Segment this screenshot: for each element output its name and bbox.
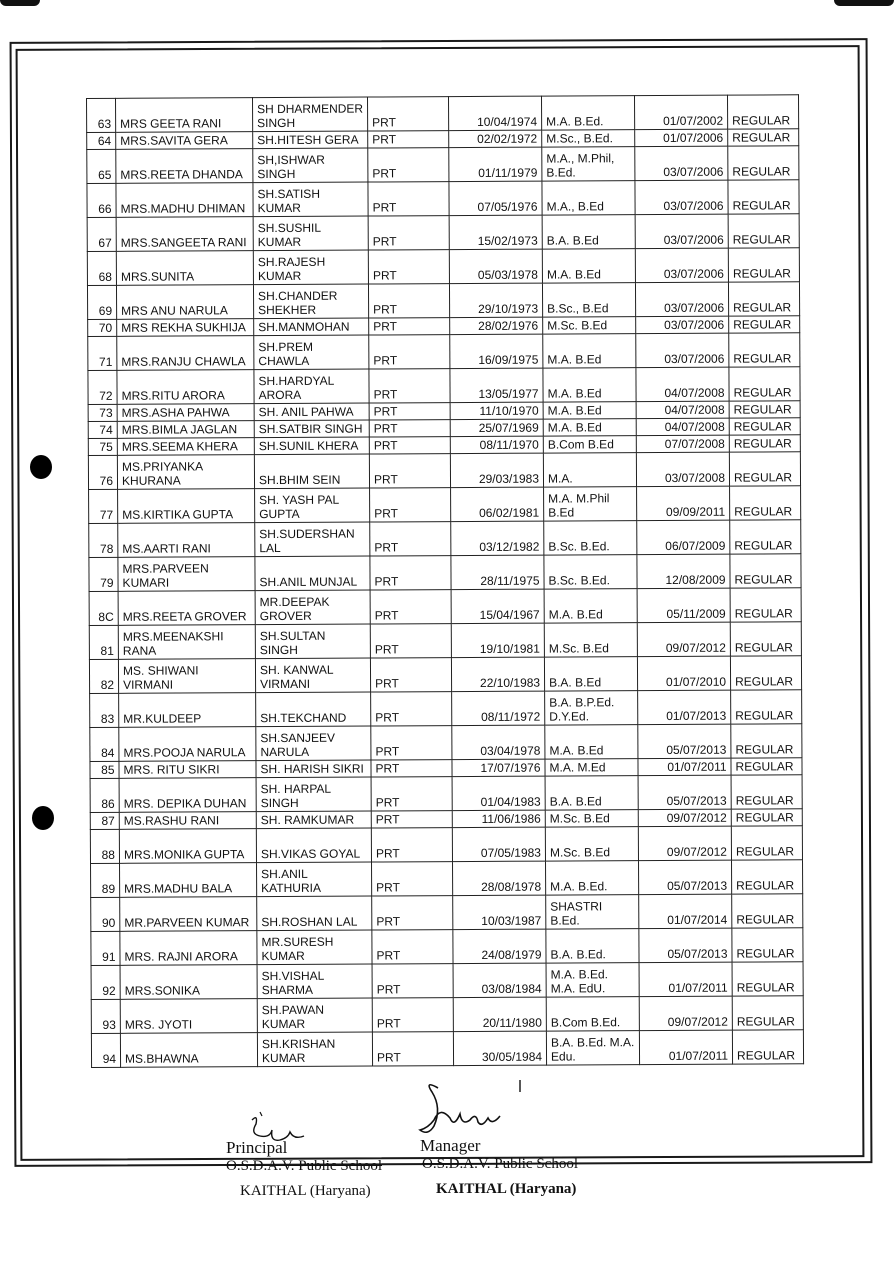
date-of-birth-cell: 03/12/1982 — [451, 521, 544, 555]
date-of-birth-cell: 01/04/1983 — [452, 776, 545, 810]
serial-number-cell: 81 — [89, 625, 118, 659]
father-husband-name-cell: SH.ROSHAN LAL — [257, 896, 372, 931]
post-cell: PRT — [371, 726, 452, 760]
serial-number-cell: 64 — [87, 132, 116, 149]
date-of-birth-cell: 10/04/1974 — [448, 96, 541, 130]
employment-status-cell: REGULAR — [732, 928, 803, 962]
date-of-birth-cell: 30/05/1984 — [453, 1031, 546, 1065]
table-row — [91, 962, 803, 1000]
teacher-name-cell: MRS. RAJNI ARORA — [120, 931, 257, 966]
principal-signature-block — [226, 1138, 382, 1200]
father-husband-name-cell: SH. RAMKUMAR — [256, 811, 371, 829]
serial-number-cell: 90 — [91, 897, 120, 931]
table-row — [90, 826, 802, 864]
qualification-cell: M.A. B.Ed — [543, 419, 636, 436]
teacher-name-cell: MRS.PARVEEN KUMARI — [118, 557, 255, 592]
table-row — [89, 622, 801, 660]
serial-number-cell: 77 — [89, 489, 118, 523]
serial-number-cell: 66 — [87, 183, 116, 217]
employment-status-cell: REGULAR — [731, 775, 802, 809]
employment-status-cell: REGULAR — [729, 401, 800, 418]
qualification-cell: B.Sc. B.Ed. — [544, 521, 637, 555]
serial-number-cell: 86 — [90, 778, 119, 812]
qualification-cell: M.A. M.Phil B.Ed — [544, 487, 637, 521]
table-row — [88, 333, 800, 371]
serial-number-cell: 94 — [91, 1033, 120, 1067]
date-of-birth-cell: 15/02/1973 — [449, 215, 542, 249]
date-of-joining-cell: 01/07/2010 — [637, 656, 730, 690]
teacher-name-cell: MRS. RITU SIKRI — [119, 761, 256, 779]
date-of-joining-cell: 09/07/2012 — [637, 622, 730, 656]
father-husband-name-cell: SH.SATBIR SINGH — [254, 420, 369, 438]
manager-title: Manager — [420, 1136, 481, 1155]
date-of-joining-cell: 01/07/2011 — [638, 758, 731, 775]
employment-status-cell: REGULAR — [729, 452, 800, 486]
post-cell: PRT — [369, 454, 450, 488]
teacher-name-cell: MRS.REETA DHANDA — [116, 149, 253, 184]
table-row — [89, 656, 801, 694]
date-of-birth-cell: 07/05/1976 — [449, 181, 542, 215]
employment-status-cell: REGULAR — [729, 316, 800, 333]
father-husband-name-cell: SH. YASH PAL GUPTA — [255, 488, 370, 523]
father-husband-name-cell: SH.CHANDER SHEKHER — [253, 284, 368, 319]
teacher-name-cell: MRS.RITU ARORA — [117, 370, 254, 405]
date-of-joining-cell: 09/07/2012 — [638, 809, 731, 826]
date-of-joining-cell: 07/07/2008 — [636, 435, 729, 452]
date-of-joining-cell: 03/07/2006 — [635, 282, 728, 316]
qualification-cell: M.A., M.Phil, B.Ed. — [542, 147, 635, 181]
date-of-joining-cell: 09/07/2012 — [638, 826, 731, 860]
table-row — [90, 690, 802, 728]
date-of-joining-cell: 03/07/2006 — [635, 248, 728, 282]
serial-number-cell: 68 — [87, 251, 116, 285]
father-husband-name-cell: SH. KANWAL VIRMANI — [255, 658, 370, 693]
serial-number-cell: 74 — [88, 421, 117, 438]
qualification-cell: B.A. B.Ed — [545, 776, 638, 810]
father-husband-name-cell: SH.SATISH KUMAR — [253, 182, 368, 217]
serial-number-cell: 63 — [87, 98, 116, 132]
teacher-name-cell: MRS.SANGEETA RANI — [116, 217, 253, 252]
post-cell: PRT — [368, 284, 449, 318]
employment-status-cell: REGULAR — [730, 588, 801, 622]
father-husband-name-cell: SH.ANIL MUNJAL — [255, 556, 370, 591]
father-husband-name-cell: SH.TEKCHAND — [256, 692, 371, 727]
date-of-joining-cell: 05/11/2009 — [637, 588, 730, 622]
post-cell: PRT — [371, 828, 452, 862]
table-row — [88, 367, 800, 405]
post-cell: PRT — [372, 1032, 453, 1066]
date-of-joining-cell: 03/07/2008 — [636, 452, 729, 486]
table-row — [89, 554, 801, 592]
date-of-birth-cell: 06/02/1981 — [451, 487, 544, 521]
employment-status-cell: REGULAR — [731, 758, 802, 775]
date-of-joining-cell: 03/07/2006 — [635, 146, 728, 180]
date-of-joining-cell: 12/08/2009 — [637, 554, 730, 588]
date-of-joining-cell: 09/07/2012 — [639, 996, 732, 1030]
employment-status-cell: REGULAR — [732, 894, 803, 928]
teacher-name-cell: MS.KIRTIKA GUPTA — [118, 489, 255, 524]
table-row — [87, 248, 799, 286]
father-husband-name-cell: SH.ANIL KATHURIA — [257, 862, 372, 897]
table-row — [91, 1030, 803, 1068]
qualification-cell: M.A. B.Ed — [545, 725, 638, 759]
employment-status-cell: REGULAR — [729, 367, 800, 401]
serial-number-cell: 69 — [87, 285, 116, 319]
date-of-joining-cell: 01/07/2011 — [639, 1030, 732, 1064]
qualification-cell: B.Sc., B.Ed — [542, 283, 635, 317]
serial-number-cell: 79 — [89, 557, 118, 591]
father-husband-name-cell: SH.KRISHAN KUMAR — [257, 1032, 372, 1067]
serial-number-cell: 88 — [90, 829, 119, 863]
table-row — [89, 520, 801, 558]
post-cell: PRT — [372, 964, 453, 998]
qualification-cell: B.Sc. B.Ed. — [544, 555, 637, 589]
father-husband-name-cell: SH. HARISH SIKRI — [256, 760, 371, 778]
father-husband-name-cell: SH.PAWAN KUMAR — [257, 998, 372, 1033]
post-cell: PRT — [369, 420, 450, 437]
date-of-birth-cell: 19/10/1981 — [451, 623, 544, 657]
qualification-cell: M.A. B.Ed — [543, 334, 636, 368]
teacher-name-cell: MRS REKHA SUKHIJA — [117, 319, 254, 337]
teacher-name-cell: MRS.BIMLA JAGLAN — [117, 421, 254, 439]
date-of-joining-cell: 04/07/2008 — [636, 401, 729, 418]
teacher-name-cell: MRS.SONIKA — [120, 965, 257, 1000]
father-husband-name-cell: MR.SURESH KUMAR — [257, 930, 372, 965]
date-of-birth-cell: 29/10/1973 — [449, 283, 542, 317]
employment-status-cell: REGULAR — [731, 826, 802, 860]
date-of-joining-cell: 01/07/2011 — [639, 962, 732, 996]
date-of-birth-cell: 25/07/1969 — [450, 419, 543, 436]
employment-status-cell: REGULAR — [731, 809, 802, 826]
date-of-birth-cell: 05/03/1978 — [449, 249, 542, 283]
father-husband-name-cell: SH.HARDYAL ARORA — [254, 369, 369, 404]
employment-status-cell: REGULAR — [728, 129, 799, 146]
date-of-joining-cell: 04/07/2008 — [636, 418, 729, 435]
serial-number-cell: 87 — [90, 812, 119, 829]
serial-number-cell: 72 — [88, 370, 117, 404]
table-row — [87, 95, 799, 133]
date-of-birth-cell: 28/02/1976 — [450, 317, 543, 334]
date-of-joining-cell: 05/07/2013 — [639, 928, 732, 962]
qualification-cell: M.A. B.Ed. — [546, 861, 639, 895]
post-cell: PRT — [372, 930, 453, 964]
post-cell: PRT — [369, 437, 450, 454]
serial-number-cell: 85 — [90, 761, 119, 778]
father-husband-name-cell: MR.DEEPAK GROVER — [255, 590, 370, 625]
father-husband-name-cell: SH.SUDERSHAN LAL — [255, 522, 370, 557]
qualification-cell: M.A. B.Ed. — [541, 96, 634, 130]
father-husband-name-cell: SH,ISHWAR SINGH — [253, 148, 368, 183]
serial-number-cell: 73 — [88, 404, 117, 421]
post-cell: PRT — [372, 998, 453, 1032]
qualification-cell: M.Sc. B.Ed — [545, 810, 638, 827]
post-cell: PRT — [371, 777, 452, 811]
qualification-cell: B.Com B.Ed — [543, 436, 636, 453]
post-cell: PRT — [370, 658, 451, 692]
date-of-birth-cell: 08/11/1972 — [452, 691, 545, 725]
employment-status-cell: REGULAR — [729, 418, 800, 435]
table-row — [90, 775, 802, 813]
date-of-joining-cell: 01/07/2014 — [639, 894, 732, 928]
teacher-name-cell: MRS. JYOTI — [120, 999, 257, 1034]
post-cell: PRT — [369, 403, 450, 420]
date-of-birth-cell: 29/03/1983 — [450, 453, 543, 487]
post-cell: PRT — [368, 182, 449, 216]
teacher-name-cell: MR.PARVEEN KUMAR — [120, 897, 257, 932]
teacher-name-cell: MS.RASHU RANI — [119, 812, 256, 830]
qualification-cell: M.A. — [543, 453, 636, 487]
date-of-birth-cell: 11/10/1970 — [450, 402, 543, 419]
date-of-birth-cell: 10/03/1987 — [453, 895, 546, 929]
date-of-birth-cell: 02/02/1972 — [449, 130, 542, 147]
serial-number-cell: 93 — [91, 999, 120, 1033]
date-of-birth-cell: 01/11/1979 — [449, 147, 542, 181]
date-of-birth-cell: 22/10/1983 — [451, 657, 544, 691]
qualification-cell: B.A. B.Ed — [544, 657, 637, 691]
table-row — [87, 180, 799, 218]
post-cell: PRT — [370, 488, 451, 522]
employment-status-cell: REGULAR — [731, 724, 802, 758]
date-of-birth-cell: 08/11/1970 — [450, 436, 543, 453]
date-of-joining-cell: 03/07/2006 — [635, 180, 728, 214]
date-of-birth-cell: 28/11/1975 — [451, 555, 544, 589]
qualification-cell: M.A. B.Ed — [542, 249, 635, 283]
post-cell: PRT — [371, 811, 452, 828]
employment-status-cell: REGULAR — [729, 435, 800, 452]
staff-table — [86, 94, 804, 1068]
qualification-cell: B.A. B.Ed — [542, 215, 635, 249]
employment-status-cell: REGULAR — [730, 554, 801, 588]
qualification-cell: SHASTRI B.Ed. — [546, 895, 639, 929]
date-of-joining-cell: 03/07/2006 — [636, 333, 729, 367]
post-cell: PRT — [372, 896, 453, 930]
teacher-name-cell: MRS GEETA RANI — [116, 98, 253, 133]
post-cell: PRT — [368, 216, 449, 250]
father-husband-name-cell: SH.SUNIL KHERA — [254, 437, 369, 455]
principal-title: Principal — [226, 1138, 288, 1157]
serial-number-cell: 78 — [89, 523, 118, 557]
teacher-name-cell: MRS.MONIKA GUPTA — [119, 829, 256, 864]
table-row — [91, 894, 803, 932]
principal-place: KAITHAL (Haryana) — [240, 1183, 371, 1199]
serial-number-cell: 83 — [90, 693, 119, 727]
employment-status-cell: REGULAR — [727, 95, 798, 129]
scan-edge-mark-left — [0, 0, 40, 6]
father-husband-name-cell: SH. ANIL PAHWA — [254, 403, 369, 421]
qualification-cell: M.A. B.Ed — [543, 402, 636, 419]
father-husband-name-cell: SH.BHIM SEIN — [254, 454, 369, 489]
teacher-name-cell: MRS.SEEMA KHERA — [117, 438, 254, 456]
qualification-cell: M.Sc. B.Ed — [545, 827, 638, 861]
father-husband-name-cell: SH.VISHAL SHARMA — [257, 964, 372, 999]
date-of-joining-cell: 03/07/2006 — [636, 316, 729, 333]
date-of-birth-cell: 28/08/1978 — [453, 861, 546, 895]
teacher-name-cell: MRS ANU NARULA — [116, 285, 253, 320]
employment-status-cell: REGULAR — [730, 622, 801, 656]
qualification-cell: B.A. B.P.Ed. D.Y.Ed. — [545, 691, 638, 725]
employment-status-cell: REGULAR — [730, 486, 801, 520]
employment-status-cell: REGULAR — [730, 656, 801, 690]
post-cell: PRT — [369, 318, 450, 335]
date-of-joining-cell: 09/09/2011 — [637, 486, 730, 520]
serial-number-cell: 76 — [88, 455, 117, 489]
qualification-cell: M.A., B.Ed — [542, 181, 635, 215]
teacher-name-cell: MRS.REETA GROVER — [118, 591, 255, 626]
teacher-name-cell: MS. SHIWANI VIRMANI — [118, 659, 255, 694]
teacher-name-cell: MRS.SUNITA — [116, 251, 253, 286]
table-row — [91, 996, 803, 1034]
father-husband-name-cell: SH DHARMENDER SINGH — [253, 97, 368, 132]
date-of-joining-cell: 04/07/2008 — [636, 367, 729, 401]
teacher-name-cell: MRS.MADHU DHIMAN — [116, 183, 253, 218]
serial-number-cell: 75 — [88, 438, 117, 455]
employment-status-cell: REGULAR — [732, 962, 803, 996]
father-husband-name-cell: SH.RAJESH KUMAR — [253, 250, 368, 285]
serial-number-cell: 70 — [88, 319, 117, 336]
employment-status-cell: REGULAR — [731, 860, 802, 894]
employment-status-cell: REGULAR — [728, 248, 799, 282]
date-of-birth-cell: 24/08/1979 — [453, 929, 546, 963]
father-husband-name-cell: SH.PREM CHAWLA — [254, 335, 369, 370]
father-husband-name-cell: SH. HARPAL SINGH — [256, 777, 371, 812]
post-cell: PRT — [368, 250, 449, 284]
post-cell: PRT — [367, 97, 448, 131]
manager-place: KAITHAL (Haryana) — [436, 1181, 577, 1197]
date-of-birth-cell: 03/04/1978 — [452, 725, 545, 759]
post-cell: PRT — [370, 624, 451, 658]
qualification-cell: M.Sc. B.Ed — [543, 317, 636, 334]
employment-status-cell: REGULAR — [732, 1030, 803, 1064]
date-of-joining-cell: 05/07/2013 — [638, 724, 731, 758]
teacher-name-cell: MRS.RANJU CHAWLA — [117, 336, 254, 371]
date-of-birth-cell: 07/05/1983 — [452, 827, 545, 861]
qualification-cell: M.Sc. B.Ed — [544, 623, 637, 657]
teacher-name-cell: MS.AARTI RANI — [118, 523, 255, 558]
date-of-birth-cell: 13/05/1977 — [450, 368, 543, 402]
father-husband-name-cell: SH.SULTAN SINGH — [255, 624, 370, 659]
employment-status-cell: REGULAR — [729, 333, 800, 367]
post-cell: PRT — [369, 335, 450, 369]
employment-status-cell: REGULAR — [730, 520, 801, 554]
table-row — [91, 860, 803, 898]
date-of-birth-cell: 03/08/1984 — [453, 963, 546, 997]
teacher-name-cell: MRS.ASHA PAHWA — [117, 404, 254, 422]
manager-school: O.S.D.A.V. Public School — [422, 1156, 578, 1172]
teacher-name-cell: MRS.SAVITA GERA — [116, 132, 253, 150]
teacher-name-cell: MR.KULDEEP — [119, 693, 256, 728]
table-row — [87, 146, 799, 184]
qualification-cell: M.A. B.Ed — [543, 368, 636, 402]
date-of-joining-cell: 01/07/2002 — [634, 95, 727, 129]
principal-school: O.S.D.A.V. Public School — [226, 1158, 382, 1174]
date-of-joining-cell: 05/07/2013 — [638, 775, 731, 809]
employment-status-cell: REGULAR — [728, 282, 799, 316]
signature-area — [0, 1090, 894, 1240]
teacher-name-cell: MRS. DEPIKA DUHAN — [119, 778, 256, 813]
punch-hole-upper — [30, 455, 52, 479]
father-husband-name-cell: SH.HITESH GERA — [253, 131, 368, 149]
post-cell: PRT — [371, 760, 452, 777]
qualification-cell: M.Sc., B.Ed. — [542, 130, 635, 147]
date-of-joining-cell: 01/07/2013 — [638, 690, 731, 724]
post-cell: PRT — [370, 590, 451, 624]
table-row — [89, 486, 801, 524]
teacher-name-cell: MRS.MADHU BALA — [120, 863, 257, 898]
date-of-joining-cell: 03/07/2006 — [635, 214, 728, 248]
father-husband-name-cell: SH.MANMOHAN — [254, 318, 369, 336]
date-of-birth-cell: 15/04/1967 — [451, 589, 544, 623]
employment-status-cell: REGULAR — [731, 690, 802, 724]
qualification-cell: B.Com B.Ed. — [546, 997, 639, 1031]
table-row — [91, 928, 803, 966]
table-row — [88, 452, 800, 490]
qualification-cell: M.A. B.Ed — [544, 589, 637, 623]
serial-number-cell: 89 — [91, 863, 120, 897]
employment-status-cell: REGULAR — [728, 180, 799, 214]
staff-table-body — [87, 95, 804, 1068]
table-row — [89, 588, 801, 626]
post-cell: PRT — [370, 522, 451, 556]
qualification-cell: B.A. B.Ed. — [546, 929, 639, 963]
employment-status-cell: REGULAR — [732, 996, 803, 1030]
serial-number-cell: 67 — [87, 217, 116, 251]
teacher-name-cell: MS.BHAWNA — [120, 1033, 257, 1068]
scan-edge-mark-right — [834, 0, 894, 6]
serial-number-cell: 84 — [90, 727, 119, 761]
table-row — [87, 282, 799, 320]
serial-number-cell: 71 — [88, 336, 117, 370]
date-of-birth-cell: 20/11/1980 — [453, 997, 546, 1031]
punch-hole-lower — [32, 806, 54, 830]
serial-number-cell: 8C — [89, 591, 118, 625]
father-husband-name-cell: SH.SANJEEV NARULA — [256, 726, 371, 761]
table-row — [87, 214, 799, 252]
qualification-cell: M.A. B.Ed. M.A. EdU. — [546, 963, 639, 997]
date-of-birth-cell: 16/09/1975 — [450, 334, 543, 368]
table-row — [90, 724, 802, 762]
teacher-name-cell: MRS.MEENAKSHI RANA — [118, 625, 255, 660]
post-cell: PRT — [371, 692, 452, 726]
date-of-birth-cell: 11/06/1986 — [452, 810, 545, 827]
post-cell: PRT — [368, 148, 449, 182]
post-cell: PRT — [372, 862, 453, 896]
employment-status-cell: REGULAR — [728, 146, 799, 180]
serial-number-cell: 65 — [87, 149, 116, 183]
manager-signature-block — [420, 1136, 578, 1198]
father-husband-name-cell: SH.VIKAS GOYAL — [256, 828, 371, 863]
serial-number-cell: 92 — [91, 965, 120, 999]
post-cell: PRT — [368, 131, 449, 148]
qualification-cell: B.A. B.Ed. M.A. Edu. — [546, 1031, 639, 1065]
date-of-birth-cell: 17/07/1976 — [452, 759, 545, 776]
father-husband-name-cell: SH.SUSHIL KUMAR — [253, 216, 368, 251]
date-of-joining-cell: 05/07/2013 — [639, 860, 732, 894]
post-cell: PRT — [369, 369, 450, 403]
date-of-joining-cell: 01/07/2006 — [635, 129, 728, 146]
qualification-cell: M.A. M.Ed — [545, 759, 638, 776]
date-of-joining-cell: 06/07/2009 — [637, 520, 730, 554]
serial-number-cell: 82 — [89, 659, 118, 693]
teacher-name-cell: MS.PRIYANKA KHURANA — [117, 455, 254, 490]
teacher-name-cell: MRS.POOJA NARULA — [119, 727, 256, 762]
post-cell: PRT — [370, 556, 451, 590]
serial-number-cell: 91 — [91, 931, 120, 965]
employment-status-cell: REGULAR — [728, 214, 799, 248]
